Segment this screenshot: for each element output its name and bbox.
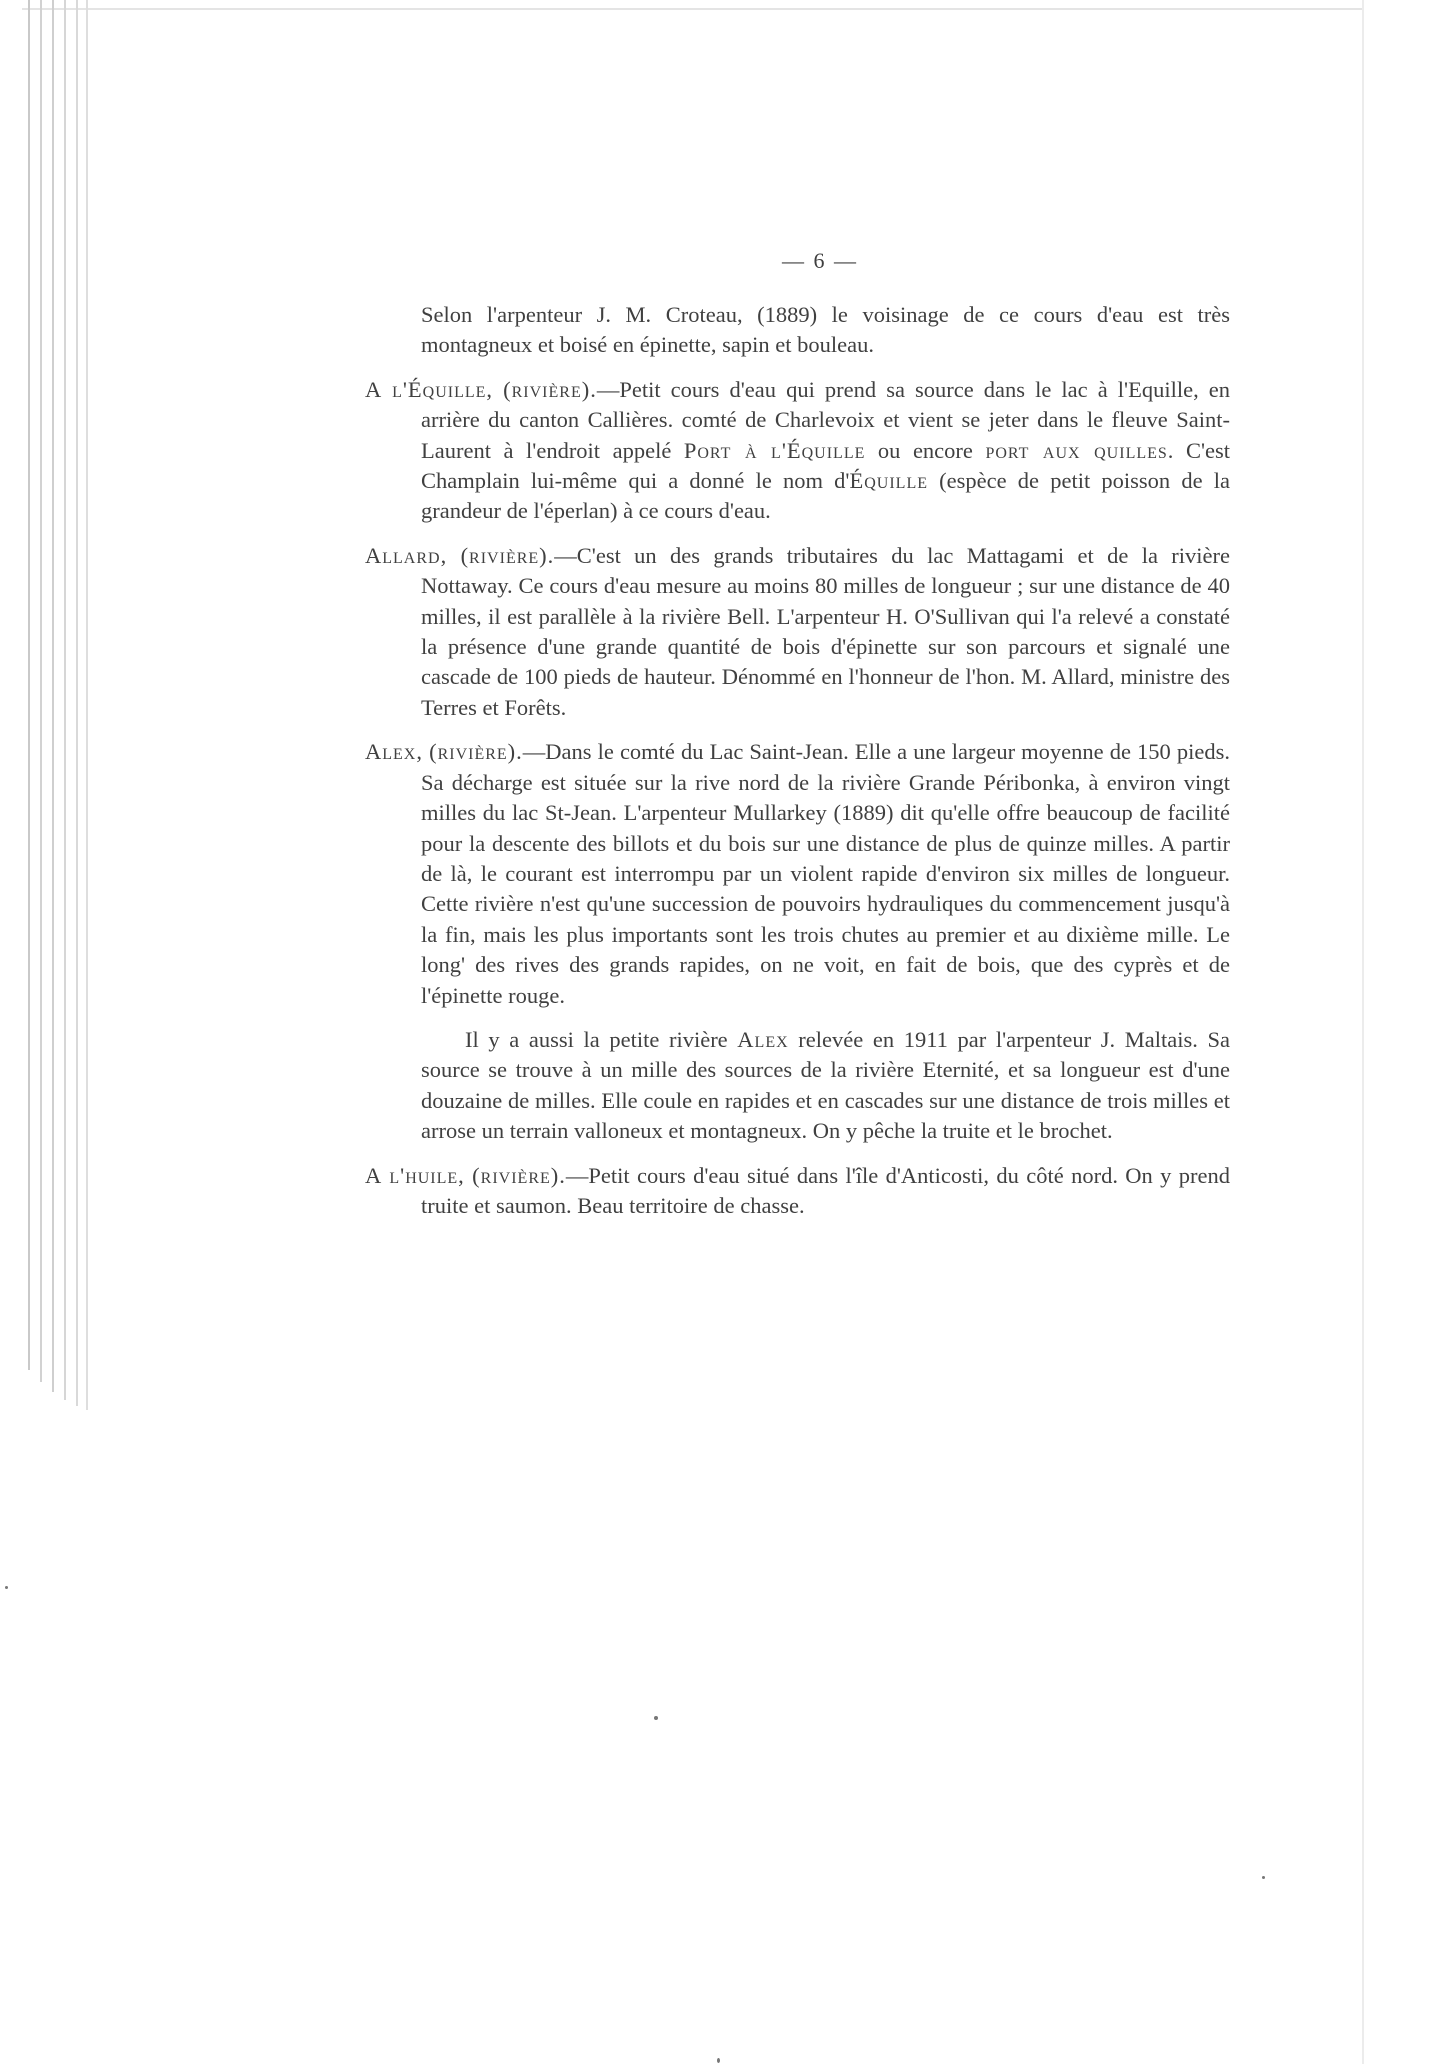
entry-heading: A l'Équille, <box>365 376 494 402</box>
place-name: Port à l'Équille <box>683 437 866 463</box>
page-stack-edge <box>76 0 78 1406</box>
entry-heading: Allard, <box>365 542 448 568</box>
page-top-edge <box>22 8 1362 10</box>
entry-text: (espèce de petit poisson de la grandeur de l'éperlan) à ce cours d'eau. <box>421 468 1230 524</box>
entry-text: —Dans le comté du Lac Saint-Jean. Elle a une largeur moyenne de 150 pieds. Sa décharge est située sur la rive nord de la rivière Grande Péribonka, à environ vingt milles du lac St-Jean. L'arpenteur Mullarkey (1889) dit qu'elle offre beaucoup de facilité pour la descente des billots et du bois sur une distance de plus de quinze milles. A partir de là, le courant est interrompu par un violent rapide d'environ six milles de longueur. Cette rivière n'est qu'une succession de pouvoirs hydrauliques du commencement jusqu'à la fin, mais les plus importants sont les trois chutes au premier et au dixième mille. Le long' des rives des grands rapides, on ne voit, en fait de bois, que des cyprès et de l'épinette rouge. <box>421 739 1230 1008</box>
dictionary-entry-a-lequille <box>365 375 1230 527</box>
document-body <box>365 300 1230 1235</box>
page-stack-edge <box>28 0 30 1370</box>
page-stack-edge <box>40 0 42 1382</box>
ink-speck <box>1262 1876 1265 1879</box>
entry-text: —Petit cours d'eau situé dans l'île d'Anticosti, du côté nord. On y prend truite et saumon. Beau territoire de chasse. <box>421 1162 1230 1218</box>
dictionary-entry-a-lhuile <box>365 1161 1230 1222</box>
entry-qualifier: (rivière). <box>460 542 555 568</box>
entry-text: . C'est Champlain lui-même qui a donné le nom d' <box>421 437 1231 494</box>
page-number: — 6 — <box>782 248 858 273</box>
ink-speck <box>654 1716 658 1720</box>
dictionary-entry-allard <box>365 541 1230 723</box>
entry-heading: Alex, <box>365 739 423 765</box>
page-stack-edge <box>64 0 66 1400</box>
paragraph-text: relevée en 1911 par l'arpenteur J. Maltais. Sa source se trouve à un mille des sources de la rivière Eternité, et sa longueur est d'une douzaine de milles. Elle coule en rapides et en cascades sur une distance de trois milles et arrose un terrain valloneux et montagneux. On y pêche la truite et le brochet. <box>421 1026 1230 1144</box>
place-name: Alex <box>737 1026 789 1052</box>
entry-qualifier: (rivière). <box>472 1162 566 1188</box>
place-name: port aux quilles <box>985 437 1168 463</box>
entry-text: ou encore <box>865 437 986 463</box>
page-stack-edge <box>52 0 54 1392</box>
page-right-edge <box>1362 0 1364 2064</box>
entry-text: —Petit cours d'eau qui prend sa source dans le lac à l'Equille, en arrière du canton Callières. comté de Charlevoix et vient se jeter dans le fleuve Saint-Laurent à l'endroit appelé <box>421 376 1231 463</box>
entry-text: —C'est un des grands tributaires du lac Mattagami et de la rivière Nottaway. Ce cours d'eau mesure au moins 80 milles de longueur ; sur une distance de 40 milles, il est parallèle à la rivière Bell. L'arpenteur H. O'Sullivan qui l'a relevé a constaté la présence d'une grande quantité de bois d'épinette sur son parcours et signalé une cascade de 100 pieds de hauteur. Dénommé en l'honneur de l'hon. M. Allard, ministre des Terres et Forêts. <box>421 542 1231 720</box>
ink-speck <box>717 2058 720 2063</box>
place-name: Équille <box>849 468 928 494</box>
dictionary-entry-alex <box>365 737 1230 1011</box>
supplementary-paragraph <box>365 1025 1230 1147</box>
entry-heading: A l'huile, <box>365 1162 465 1188</box>
paragraph-text: Selon l'arpenteur J. M. Croteau, (1889) le voisinage de ce cours d'eau est très montagneux et boisé en épinette, sapin et bouleau. <box>421 302 1230 358</box>
entry-qualifier: (rivière). <box>503 376 597 402</box>
continuation-paragraph <box>365 300 1230 361</box>
page-stack-edge <box>86 0 88 1410</box>
entry-qualifier: (rivière). <box>429 739 523 765</box>
ink-speck <box>5 1586 8 1589</box>
paragraph-text: Il y a aussi la petite rivière <box>465 1026 738 1052</box>
